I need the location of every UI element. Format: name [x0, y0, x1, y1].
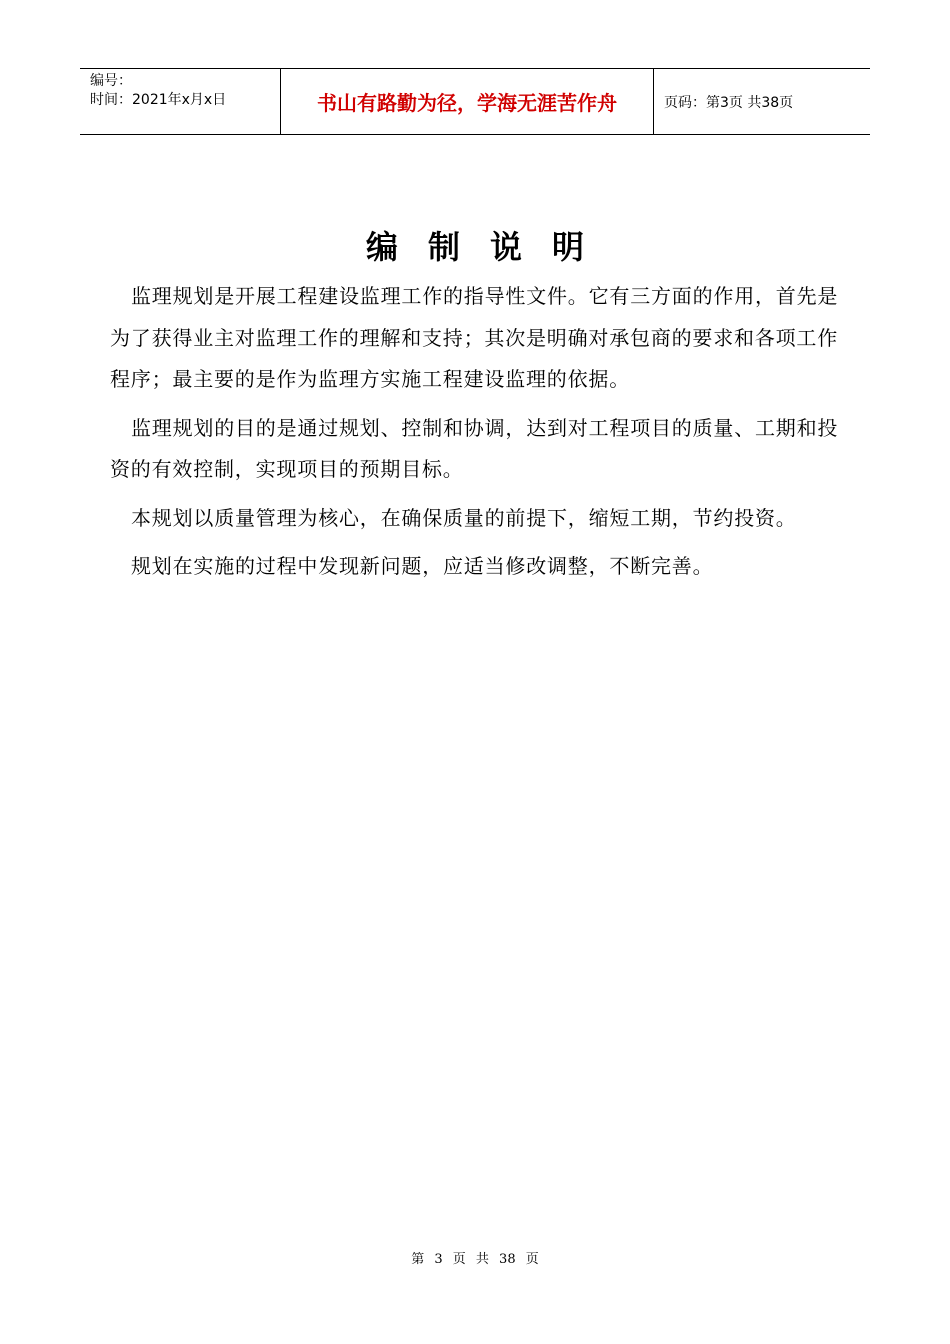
- document-date: 时间：2021年x月x日: [90, 92, 227, 108]
- paragraph: 监理规划是开展工程建设监理工作的指导性文件。它有三方面的作用，首先是为了获得业主对监理工作的理解和支持；其次是明确对承包商的要求和各项工作程序；最主要的是作为监理方实施工程建设监理的依据。: [110, 284, 839, 391]
- document-number-label: 编号：: [90, 73, 132, 89]
- page-title: 编制说明: [365, 228, 614, 266]
- document-header: [80, 68, 870, 135]
- paragraph: 规划在实施的过程中发现新问题，应适当修改调整，不断完善。: [131, 554, 714, 578]
- body-text: [110, 276, 845, 595]
- header-meta: [80, 69, 281, 134]
- page-footer: 第 3 页 共 38 页: [411, 1252, 539, 1267]
- paragraph: 监理规划的目的是通过规划、控制和协调，达到对工程项目的质量、工期和投资的有效控制，实现项目的预期目标。: [110, 415, 839, 481]
- header-page-code: 页码：第3页 共38页: [664, 94, 794, 111]
- header-motto: 书山有路勤为径，学海无涯苦作舟: [281, 69, 654, 134]
- paragraph: 本规划以质量管理为核心，在确保质量的前提下，缩短工期，节约投资。: [131, 505, 797, 530]
